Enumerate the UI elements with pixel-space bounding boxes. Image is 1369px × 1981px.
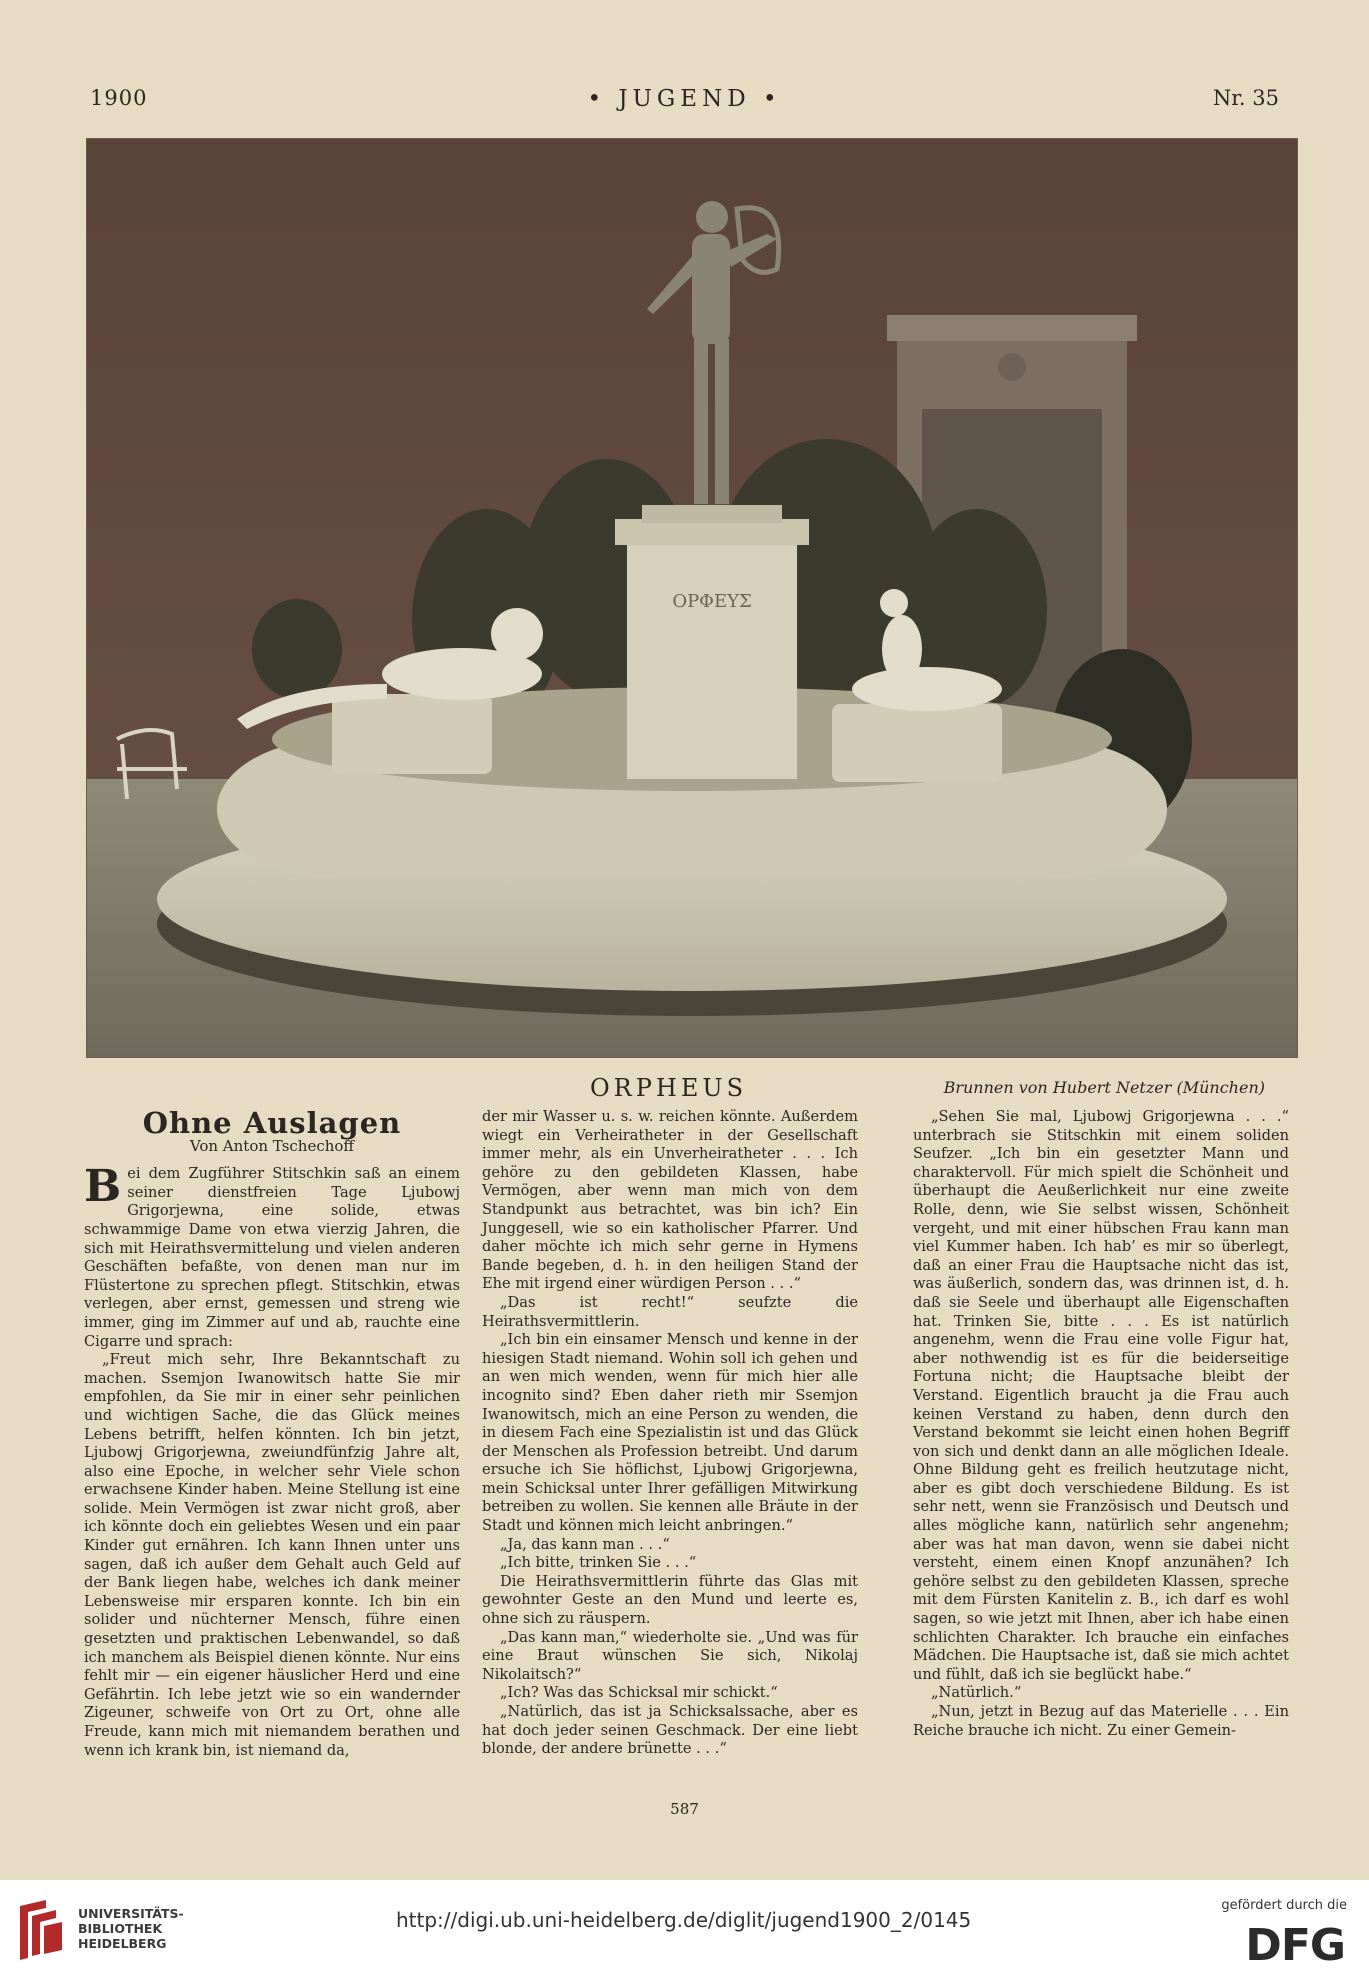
paragraph: „Ich bin ein einsamer Mensch und kenne in der hiesigen Stadt niemand. Wohin soll ich gehen und an wen mich wenden, wenn für mich hier alle incognito sind? Eben daher rieth mir Ssemjon Iwanowitsch, mich an eine Person zu wenden, die in diesem Fach eine Spezialistin ist und das Glück der Menschen als Profession betreibt. Und darum ersuche ich Sie höflichst, Ljubowj Grigorjewna, mein Schicksal unter Ihrer gefälligen Mitwirkung betreiben zu wollen. Sie kennen alle Bräute in der Stadt und können mich leicht anbringen.“ bbox=[482, 1331, 858, 1535]
page-number: 587 bbox=[670, 1800, 699, 1818]
right-parapet bbox=[832, 704, 1002, 782]
header-issue: Nr. 35 bbox=[1212, 86, 1279, 110]
paragraph: „Sehen Sie mal, Ljubowj Grigorjewna . . .“ unterbrach sie Stitschkin mit einem soliden Seufzer. „Ich bin ein gesetzter Mann und charaktervoll. Für mich spielt die Schönheit und überhaupt die Aeußerlichkeit nur eine zweite Rolle, denn, wie Sie selbst wissen, Schönheit vergeht, und mit einer hübschen Frau kann man viel Kummer haben. Ich hab’ es mir so überlegt, daß an einer Frau die Hauptsache nicht das ist, was äußerlich, sondern das, was drinnen ist, d. h. daß sie Seele und überhaupt alle Eigenschaften hat. Trinken Sie, bitte . . . Es ist natürlich angenehm, wenn die Frau eine volle Figur hat, aber nothwendig ist es für die beiderseitige Fortuna nicht; die Hauptsache bleibt der Verstand. Eigentlich braucht ja die Frau auch keinen Verstand zu haben, denn durch den Verstand bekommt sie leicht einen hohen Begriff von sich und denkt dann an alle möglichen Ideale. Ohne Bildung geht es freilich heutzutage nicht, aber es gibt doch verschiedene Bildung. Es ist sehr nett, wenn sie Französisch und Deutsch und alles mögliche kann, natürlich sehr angenehm; aber was hat man davon, wenn sie dabei nicht versteht, einem einen Knopf anzunähen? Ich gehöre selbst zu den gebildeten Klassen, spreche mit dem Fürsten Kanitelin z. B., ich darf es wohl sagen, so wie jetzt mit Ihnen, aber ich habe einen schlichten Charakter. Ich brauche ein einfaches Mädchen. Die Hauptsache ist, daß sie mich achtet und fühlt, daß ich sie beglückt habe.“ bbox=[913, 1108, 1289, 1683]
dfg-logo: DFG bbox=[1245, 1920, 1345, 1971]
library-name: UNIVERSITÄTS- BIBLIOTHEK HEIDELBERG bbox=[78, 1906, 184, 1951]
funding-label: gefördert durch die bbox=[1221, 1898, 1347, 1913]
pedestal bbox=[615, 505, 809, 779]
paragraph: Die Heirathsvermittlerin führte das Glas mit gewohnter Geste an den Mund und leerte es, ohne sich zu räuspern. bbox=[482, 1572, 858, 1628]
pedestal-inscription: ΟΡΦΕΥΣ bbox=[672, 591, 752, 612]
caption-credit: Brunnen von Hubert Netzer (München) bbox=[943, 1078, 1265, 1097]
paragraph: „Ja, das kann man . . .“ bbox=[500, 1535, 670, 1553]
caption-title: ORPHEUS bbox=[590, 1074, 748, 1102]
text-column-3 bbox=[913, 1108, 1289, 1740]
photo-plate bbox=[86, 138, 1298, 1058]
paragraph: „Ich bitte, trinken Sie . . .“ bbox=[500, 1554, 697, 1572]
fountain-illustration bbox=[87, 139, 1297, 1057]
header-journal: • JUGEND • bbox=[587, 86, 782, 112]
university-library-logo-icon bbox=[16, 1898, 66, 1964]
source-url-link[interactable]: http://digi.ub.uni-heidelberg.de/diglit/jugend1900_2/0145 bbox=[396, 1908, 972, 1932]
drop-cap: B bbox=[84, 1161, 122, 1213]
paragraph: „Natürlich.“ bbox=[931, 1684, 1022, 1702]
left-parapet bbox=[332, 694, 492, 774]
running-header bbox=[90, 86, 1279, 126]
paragraph: „Das ist recht!“ seufzte die Heirathsvermittlerin. bbox=[482, 1293, 858, 1330]
header-year: 1900 bbox=[90, 86, 148, 110]
paragraph: Bei dem Zugführer Stitschkin saß an einem seiner dienstfreien Tage Ljubowj Grigorjewna, eine solide, etwas schwammige Dame von etwa vierzig Jahren, die sich mit Heirathsvermittelung und vielen anderen Geschäften befaßte, von denen man nur im Flüstertone zu sprechen pflegt. Stitschkin, etwas verlegen, aber ernst, gemessen und streng wie immer, ging im Zimmer auf und ab, rauchte eine Cigarre und sprach: bbox=[84, 1161, 460, 1350]
story-author: Von Anton Tschechoff bbox=[189, 1136, 355, 1155]
paragraph: „Freut mich sehr, Ihre Bekanntschaft zu machen. Ssemjon Iwanowitsch hatte Sie mir empfohlen, da Sie mir in einer sehr peinlichen und wichtigen Sache, die das Glück meines Lebens betrifft, helfen könnten. Ich bin jetzt, Ljubowj Grigorjewna, zweiundfünfzig Jahre alt, also eine Epoche, in welcher sehr Viele schon erwachsene Kinder haben. Meine Stellung ist eine solide. Mein Vermögen ist zwar nicht groß, aber ich könnte doch ein geliebtes Wesen und ein paar Kinder gut ernähren. Ich kann Ihnen unter uns sagen, daß ich außer dem Gehalt auch Geld auf der Bank liegen habe, welches ich dank meiner Lebensweise mir ersparen konnte. Ich bin ein solider und nüchterner Mensch, führe einen gesetzten und praktischen Lebenwandel, so daß ich manchem als Beispiel dienen könnte. Nur eins fehlt mir — ein eigener häuslicher Herd und eine Gefährtin. Ich lebe jetzt wie so ein wandernder Zigeuner, schweife von Ort zu Ort, ohne alle Freude, kann mich mit niemandem berathen und wenn ich krank bin, ist niemand da, bbox=[84, 1351, 460, 1759]
story-title: Ohne Auslagen bbox=[142, 1106, 402, 1140]
text-column-2 bbox=[482, 1108, 858, 1759]
paragraph: „Natürlich, das ist ja Schicksalssache, aber es hat doch jeder seinen Geschmack. Der eine liebt blonde, der andere brünette . . .“ bbox=[482, 1703, 858, 1758]
text-column-1 bbox=[84, 1108, 460, 1760]
paragraph: „Nun, jetzt in Bezug auf das Materielle . . . Ein Reiche brauche ich nicht. Zu einer Gemein- bbox=[913, 1703, 1289, 1739]
paragraph: der mir Wasser u. s. w. reichen könnte. Außerdem wiegt ein Verheiratheter in der Gesellschaft immer mehr, als ein Unverheiratheter . . . Ich gehöre zu den gebildeten Klassen, habe Vermögen, aber wenn man mich von dem Standpunkt aus betrachtet, was bin ich? Ein Junggesell, wie so ein katholischer Pfarrer. Und daher möchte ich mich sehr gerne in Hymens Bande begeben, d. h. in den heiligen Stand der Ehe mit irgend einer würdigen Person . . .“ bbox=[482, 1108, 858, 1293]
paragraph: „Ich? Was das Schicksal mir schickt.“ bbox=[500, 1684, 778, 1702]
digitization-footer bbox=[0, 1880, 1369, 1981]
paragraph: „Das kann man,“ wiederholte sie. „Und was für eine Braut wünschen Sie sich, Nikolaj Nikolaitsch?“ bbox=[482, 1628, 858, 1683]
